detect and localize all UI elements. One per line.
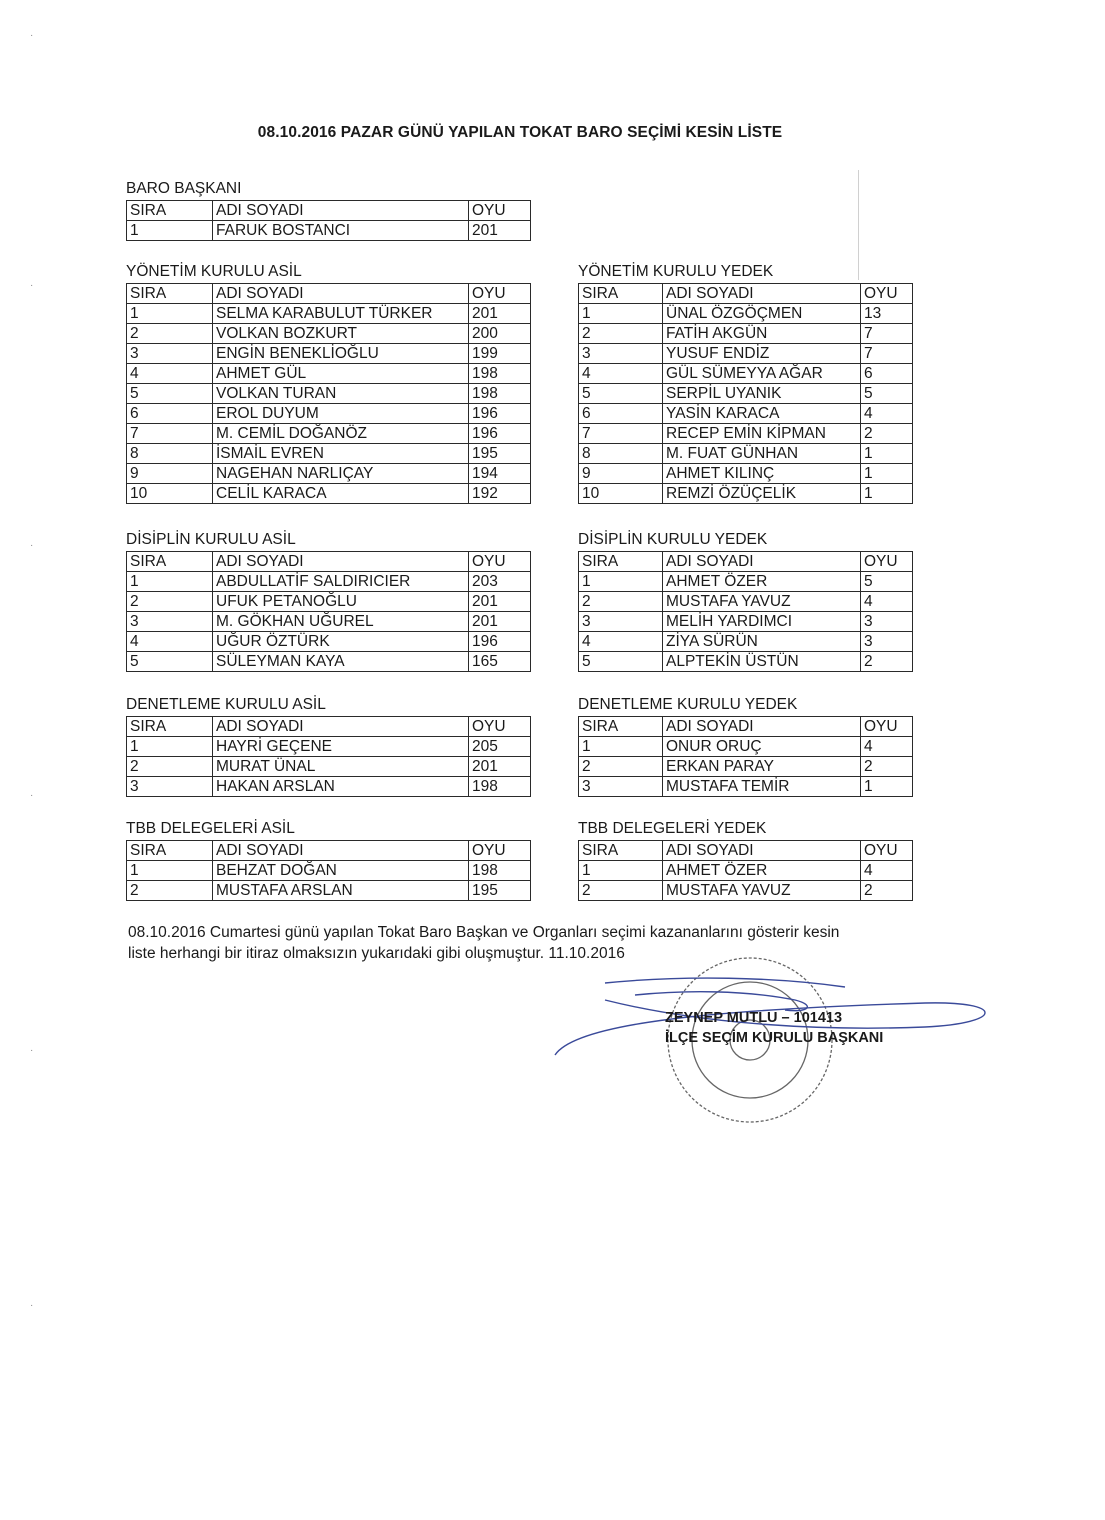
cell-name: NAGEHAN NARLIÇAY [213, 464, 469, 484]
cell-name: UFUK PETANOĞLU [213, 592, 469, 612]
table-row [579, 861, 913, 881]
section-yonetim-asil [126, 263, 531, 504]
cell-oyu: 4 [861, 737, 913, 757]
cell-sira: SIRA [127, 552, 213, 572]
table-row [579, 344, 913, 364]
table-row [579, 737, 913, 757]
cell-name: M. GÖKHAN UĞUREL [213, 612, 469, 632]
section-tbb-asil [126, 820, 531, 901]
cell-sira: 7 [579, 424, 663, 444]
scan-mark: · [30, 790, 34, 801]
cell-name: MUSTAFA YAVUZ [663, 592, 861, 612]
cell-sira: 3 [579, 344, 663, 364]
cell-sira: 2 [579, 757, 663, 777]
cell-name: ALPTEKİN ÜSTÜN [663, 652, 861, 672]
cell-sira: 1 [127, 304, 213, 324]
cell-sira: 1 [579, 737, 663, 757]
cell-name: M. FUAT GÜNHAN [663, 444, 861, 464]
cell-oyu: 2 [861, 424, 913, 444]
table-row [127, 464, 531, 484]
footer-line: 08.10.2016 Cumartesi günü yapılan Tokat Baro Başkan ve Organları seçimi kazananlarını gösterir kesin [128, 924, 840, 941]
cell-sira: 5 [127, 652, 213, 672]
cell-oyu: 201 [469, 304, 531, 324]
scan-mark: · [30, 30, 34, 41]
cell-name: ONUR ORUÇ [663, 737, 861, 757]
cell-name: HAYRİ GEÇENE [213, 737, 469, 757]
cell-sira: 9 [127, 464, 213, 484]
cell-name: AHMET ÖZER [663, 861, 861, 881]
cell-oyu: OYU [861, 717, 913, 737]
table-row [127, 572, 531, 592]
table-row [127, 304, 531, 324]
cell-sira: 4 [127, 632, 213, 652]
cell-name: ÜNAL ÖZGÖÇMEN [663, 304, 861, 324]
table-row [579, 632, 913, 652]
section-title: YÖNETİM KURULU ASİL [126, 263, 302, 280]
cell-name: ENGİN BENEKLİOĞLU [213, 344, 469, 364]
table-row [579, 444, 913, 464]
table-row [579, 777, 913, 797]
table-header-row [127, 841, 531, 861]
cell-sira: 5 [127, 384, 213, 404]
cell-oyu: 1 [861, 484, 913, 504]
cell-oyu: 201 [469, 612, 531, 632]
table-disiplin-yedek [578, 551, 913, 672]
cell-sira: SIRA [579, 841, 663, 861]
cell-sira: 6 [127, 404, 213, 424]
cell-sira: 3 [127, 612, 213, 632]
section-title: DİSİPLİN KURULU ASİL [126, 531, 296, 548]
cell-name: ADI SOYADI [663, 284, 861, 304]
cell-oyu: 1 [861, 444, 913, 464]
table-denetleme-yedek [578, 716, 913, 797]
cell-oyu: 7 [861, 324, 913, 344]
cell-oyu: 165 [469, 652, 531, 672]
cell-sira: SIRA [579, 284, 663, 304]
table-header-row [579, 717, 913, 737]
cell-name: MUSTAFA ARSLAN [213, 881, 469, 901]
document-title: 08.10.2016 PAZAR GÜNÜ YAPILAN TOKAT BARO SEÇİMİ KESİN LİSTE [257, 124, 783, 141]
table-row [579, 652, 913, 672]
cell-name: MURAT ÜNAL [213, 757, 469, 777]
cell-sira: 10 [127, 484, 213, 504]
cell-sira: 2 [579, 324, 663, 344]
scan-mark: · [30, 540, 34, 551]
signature-role: İLÇE SEÇİM KURULU BAŞKANI [665, 1030, 884, 1046]
table-yonetim-asil [126, 283, 531, 504]
table-row [127, 777, 531, 797]
cell-oyu: OYU [469, 552, 531, 572]
table-row [127, 861, 531, 881]
table-row [579, 757, 913, 777]
cell-sira: 10 [579, 484, 663, 504]
section-yonetim-yedek [578, 263, 913, 504]
cell-oyu: 3 [861, 612, 913, 632]
cell-name: HAKAN ARSLAN [213, 777, 469, 797]
cell-name: ERKAN PARAY [663, 757, 861, 777]
cell-oyu: 7 [861, 344, 913, 364]
cell-name: ADI SOYADI [663, 841, 861, 861]
cell-oyu: 2 [861, 881, 913, 901]
table-header-row [579, 841, 913, 861]
cell-name: ADI SOYADI [213, 201, 469, 221]
table-row [579, 384, 913, 404]
cell-sira: 2 [127, 592, 213, 612]
table-denetleme-asil [126, 716, 531, 797]
cell-name: RECEP EMİN KİPMAN [663, 424, 861, 444]
scan-mark: · [30, 1045, 34, 1056]
table-row [579, 304, 913, 324]
cell-name: İSMAİL EVREN [213, 444, 469, 464]
section-baro-baskani [126, 180, 531, 241]
table-row [579, 364, 913, 384]
cell-oyu: 13 [861, 304, 913, 324]
table-row [127, 592, 531, 612]
cell-oyu: 2 [861, 652, 913, 672]
cell-name: ADI SOYADI [663, 552, 861, 572]
table-tbb-yedek [578, 840, 913, 901]
table-row [127, 424, 531, 444]
cell-name: GÜL SÜMEYYA AĞAR [663, 364, 861, 384]
cell-oyu: 198 [469, 364, 531, 384]
cell-name: SELMA KARABULUT TÜRKER [213, 304, 469, 324]
signature-name: ZEYNEP MUTLU – 101413 [665, 1010, 843, 1026]
cell-oyu: 6 [861, 364, 913, 384]
cell-name: CELİL KARACA [213, 484, 469, 504]
cell-sira: 3 [579, 612, 663, 632]
cell-sira: 1 [579, 304, 663, 324]
cell-oyu: OYU [469, 717, 531, 737]
cell-sira: 6 [579, 404, 663, 424]
table-row [579, 464, 913, 484]
table-row [127, 444, 531, 464]
table-row [127, 404, 531, 424]
cell-name: VOLKAN BOZKURT [213, 324, 469, 344]
section-title: BARO BAŞKANI [126, 180, 242, 197]
cell-oyu: 1 [861, 777, 913, 797]
table-row [127, 652, 531, 672]
scan-mark: · [30, 1300, 34, 1311]
cell-oyu: 203 [469, 572, 531, 592]
cell-name: AHMET ÖZER [663, 572, 861, 592]
cell-name: ADI SOYADI [213, 284, 469, 304]
table-row [579, 424, 913, 444]
table-row [127, 632, 531, 652]
section-title: DİSİPLİN KURULU YEDEK [578, 531, 768, 548]
table-row [127, 737, 531, 757]
cell-oyu: 5 [861, 384, 913, 404]
cell-sira: 8 [127, 444, 213, 464]
table-header-row [127, 284, 531, 304]
cell-name: ZİYA SÜRÜN [663, 632, 861, 652]
table-row [127, 344, 531, 364]
cell-name: M. CEMİL DOĞANÖZ [213, 424, 469, 444]
cell-sira: 1 [127, 861, 213, 881]
cell-name: MUSTAFA YAVUZ [663, 881, 861, 901]
table-row [127, 221, 531, 241]
cell-name: YUSUF ENDİZ [663, 344, 861, 364]
cell-sira: 9 [579, 464, 663, 484]
section-disiplin-asil [126, 531, 531, 672]
section-title: DENETLEME KURULU YEDEK [578, 696, 798, 713]
cell-sira: SIRA [127, 201, 213, 221]
cell-sira: 7 [127, 424, 213, 444]
cell-oyu: OYU [861, 284, 913, 304]
cell-name: ADI SOYADI [213, 552, 469, 572]
cell-oyu: 201 [469, 757, 531, 777]
section-title: DENETLEME KURULU ASİL [126, 696, 326, 713]
cell-oyu: 198 [469, 777, 531, 797]
cell-oyu: 201 [469, 221, 531, 241]
table-disiplin-asil [126, 551, 531, 672]
section-denetleme-asil [126, 696, 531, 797]
footer-line: liste herhangi bir itiraz olmaksızın yukarıdaki gibi oluşmuştur. 11.10.2016 [128, 945, 625, 962]
cell-oyu: 4 [861, 404, 913, 424]
cell-sira: SIRA [579, 717, 663, 737]
table-header-row [579, 552, 913, 572]
cell-oyu: 192 [469, 484, 531, 504]
section-title: TBB DELEGELERİ ASİL [126, 820, 295, 837]
cell-name: EROL DUYUM [213, 404, 469, 424]
cell-sira: 4 [579, 364, 663, 384]
cell-oyu: OYU [469, 841, 531, 861]
table-header-row [579, 284, 913, 304]
table-row [579, 592, 913, 612]
cell-oyu: 198 [469, 384, 531, 404]
cell-name: SERPİL UYANIK [663, 384, 861, 404]
table-row [579, 484, 913, 504]
cell-name: ADI SOYADI [213, 717, 469, 737]
cell-oyu: 195 [469, 444, 531, 464]
cell-oyu: 199 [469, 344, 531, 364]
cell-sira: 1 [579, 861, 663, 881]
cell-oyu: 196 [469, 424, 531, 444]
table-yonetim-yedek [578, 283, 913, 504]
cell-oyu: 3 [861, 632, 913, 652]
signature-stamp [545, 955, 995, 1145]
cell-name: MELİH YARDIMCI [663, 612, 861, 632]
cell-sira: SIRA [127, 717, 213, 737]
scan-mark: · [30, 280, 34, 291]
table-row [127, 364, 531, 384]
table-row [579, 881, 913, 901]
cell-sira: 2 [579, 881, 663, 901]
section-denetleme-yedek [578, 696, 913, 797]
cell-oyu: 194 [469, 464, 531, 484]
cell-name: FARUK BOSTANCI [213, 221, 469, 241]
cell-sira: 3 [127, 777, 213, 797]
cell-oyu: 196 [469, 404, 531, 424]
section-title: TBB DELEGELERİ YEDEK [578, 820, 767, 837]
cell-sira: 2 [579, 592, 663, 612]
cell-oyu: 198 [469, 861, 531, 881]
cell-name: AHMET GÜL [213, 364, 469, 384]
cell-oyu: OYU [861, 552, 913, 572]
cell-name: SÜLEYMAN KAYA [213, 652, 469, 672]
cell-sira: 8 [579, 444, 663, 464]
section-tbb-yedek [578, 820, 913, 901]
cell-sira: 3 [579, 777, 663, 797]
cell-oyu: 4 [861, 861, 913, 881]
cell-oyu: OYU [469, 284, 531, 304]
table-row [579, 612, 913, 632]
cell-name: MUSTAFA TEMİR [663, 777, 861, 797]
cell-oyu: OYU [861, 841, 913, 861]
table-row [127, 324, 531, 344]
table-row [127, 757, 531, 777]
cell-name: YASİN KARACA [663, 404, 861, 424]
table-row [579, 404, 913, 424]
cell-sira: 4 [579, 632, 663, 652]
cell-sira: SIRA [127, 841, 213, 861]
cell-oyu: 195 [469, 881, 531, 901]
cell-sira: 2 [127, 324, 213, 344]
cell-sira: 2 [127, 881, 213, 901]
table-row [127, 484, 531, 504]
cell-oyu: OYU [469, 201, 531, 221]
table-tbb-asil [126, 840, 531, 901]
cell-oyu: 200 [469, 324, 531, 344]
cell-oyu: 5 [861, 572, 913, 592]
table-row [579, 572, 913, 592]
cell-sira: 2 [127, 757, 213, 777]
table-row [579, 324, 913, 344]
table-row [127, 384, 531, 404]
cell-oyu: 2 [861, 757, 913, 777]
cell-name: UĞUR ÖZTÜRK [213, 632, 469, 652]
cell-name: FATİH AKGÜN [663, 324, 861, 344]
cell-name: VOLKAN TURAN [213, 384, 469, 404]
cell-oyu: 1 [861, 464, 913, 484]
cell-oyu: 205 [469, 737, 531, 757]
table-baro-baskani [126, 200, 531, 241]
cell-sira: 1 [127, 737, 213, 757]
section-disiplin-yedek [578, 531, 913, 672]
cell-sira: 3 [127, 344, 213, 364]
cell-name: BEHZAT DOĞAN [213, 861, 469, 881]
cell-sira: 1 [127, 221, 213, 241]
cell-name: ADI SOYADI [663, 717, 861, 737]
cell-sira: 1 [127, 572, 213, 592]
cell-name: AHMET KILINÇ [663, 464, 861, 484]
section-title: YÖNETİM KURULU YEDEK [578, 263, 774, 280]
cell-sira: 5 [579, 384, 663, 404]
table-row [127, 612, 531, 632]
cell-sira: SIRA [127, 284, 213, 304]
cell-sira: 5 [579, 652, 663, 672]
table-header-row [127, 201, 531, 221]
cell-sira: 1 [579, 572, 663, 592]
table-header-row [127, 717, 531, 737]
cell-sira: SIRA [579, 552, 663, 572]
cell-name: ABDULLATİF SALDIRICIER [213, 572, 469, 592]
cell-name: REMZİ ÖZÜÇELİK [663, 484, 861, 504]
cell-name: ADI SOYADI [213, 841, 469, 861]
cell-oyu: 201 [469, 592, 531, 612]
cell-oyu: 196 [469, 632, 531, 652]
cell-sira: 4 [127, 364, 213, 384]
table-row [127, 881, 531, 901]
table-header-row [127, 552, 531, 572]
cell-oyu: 4 [861, 592, 913, 612]
